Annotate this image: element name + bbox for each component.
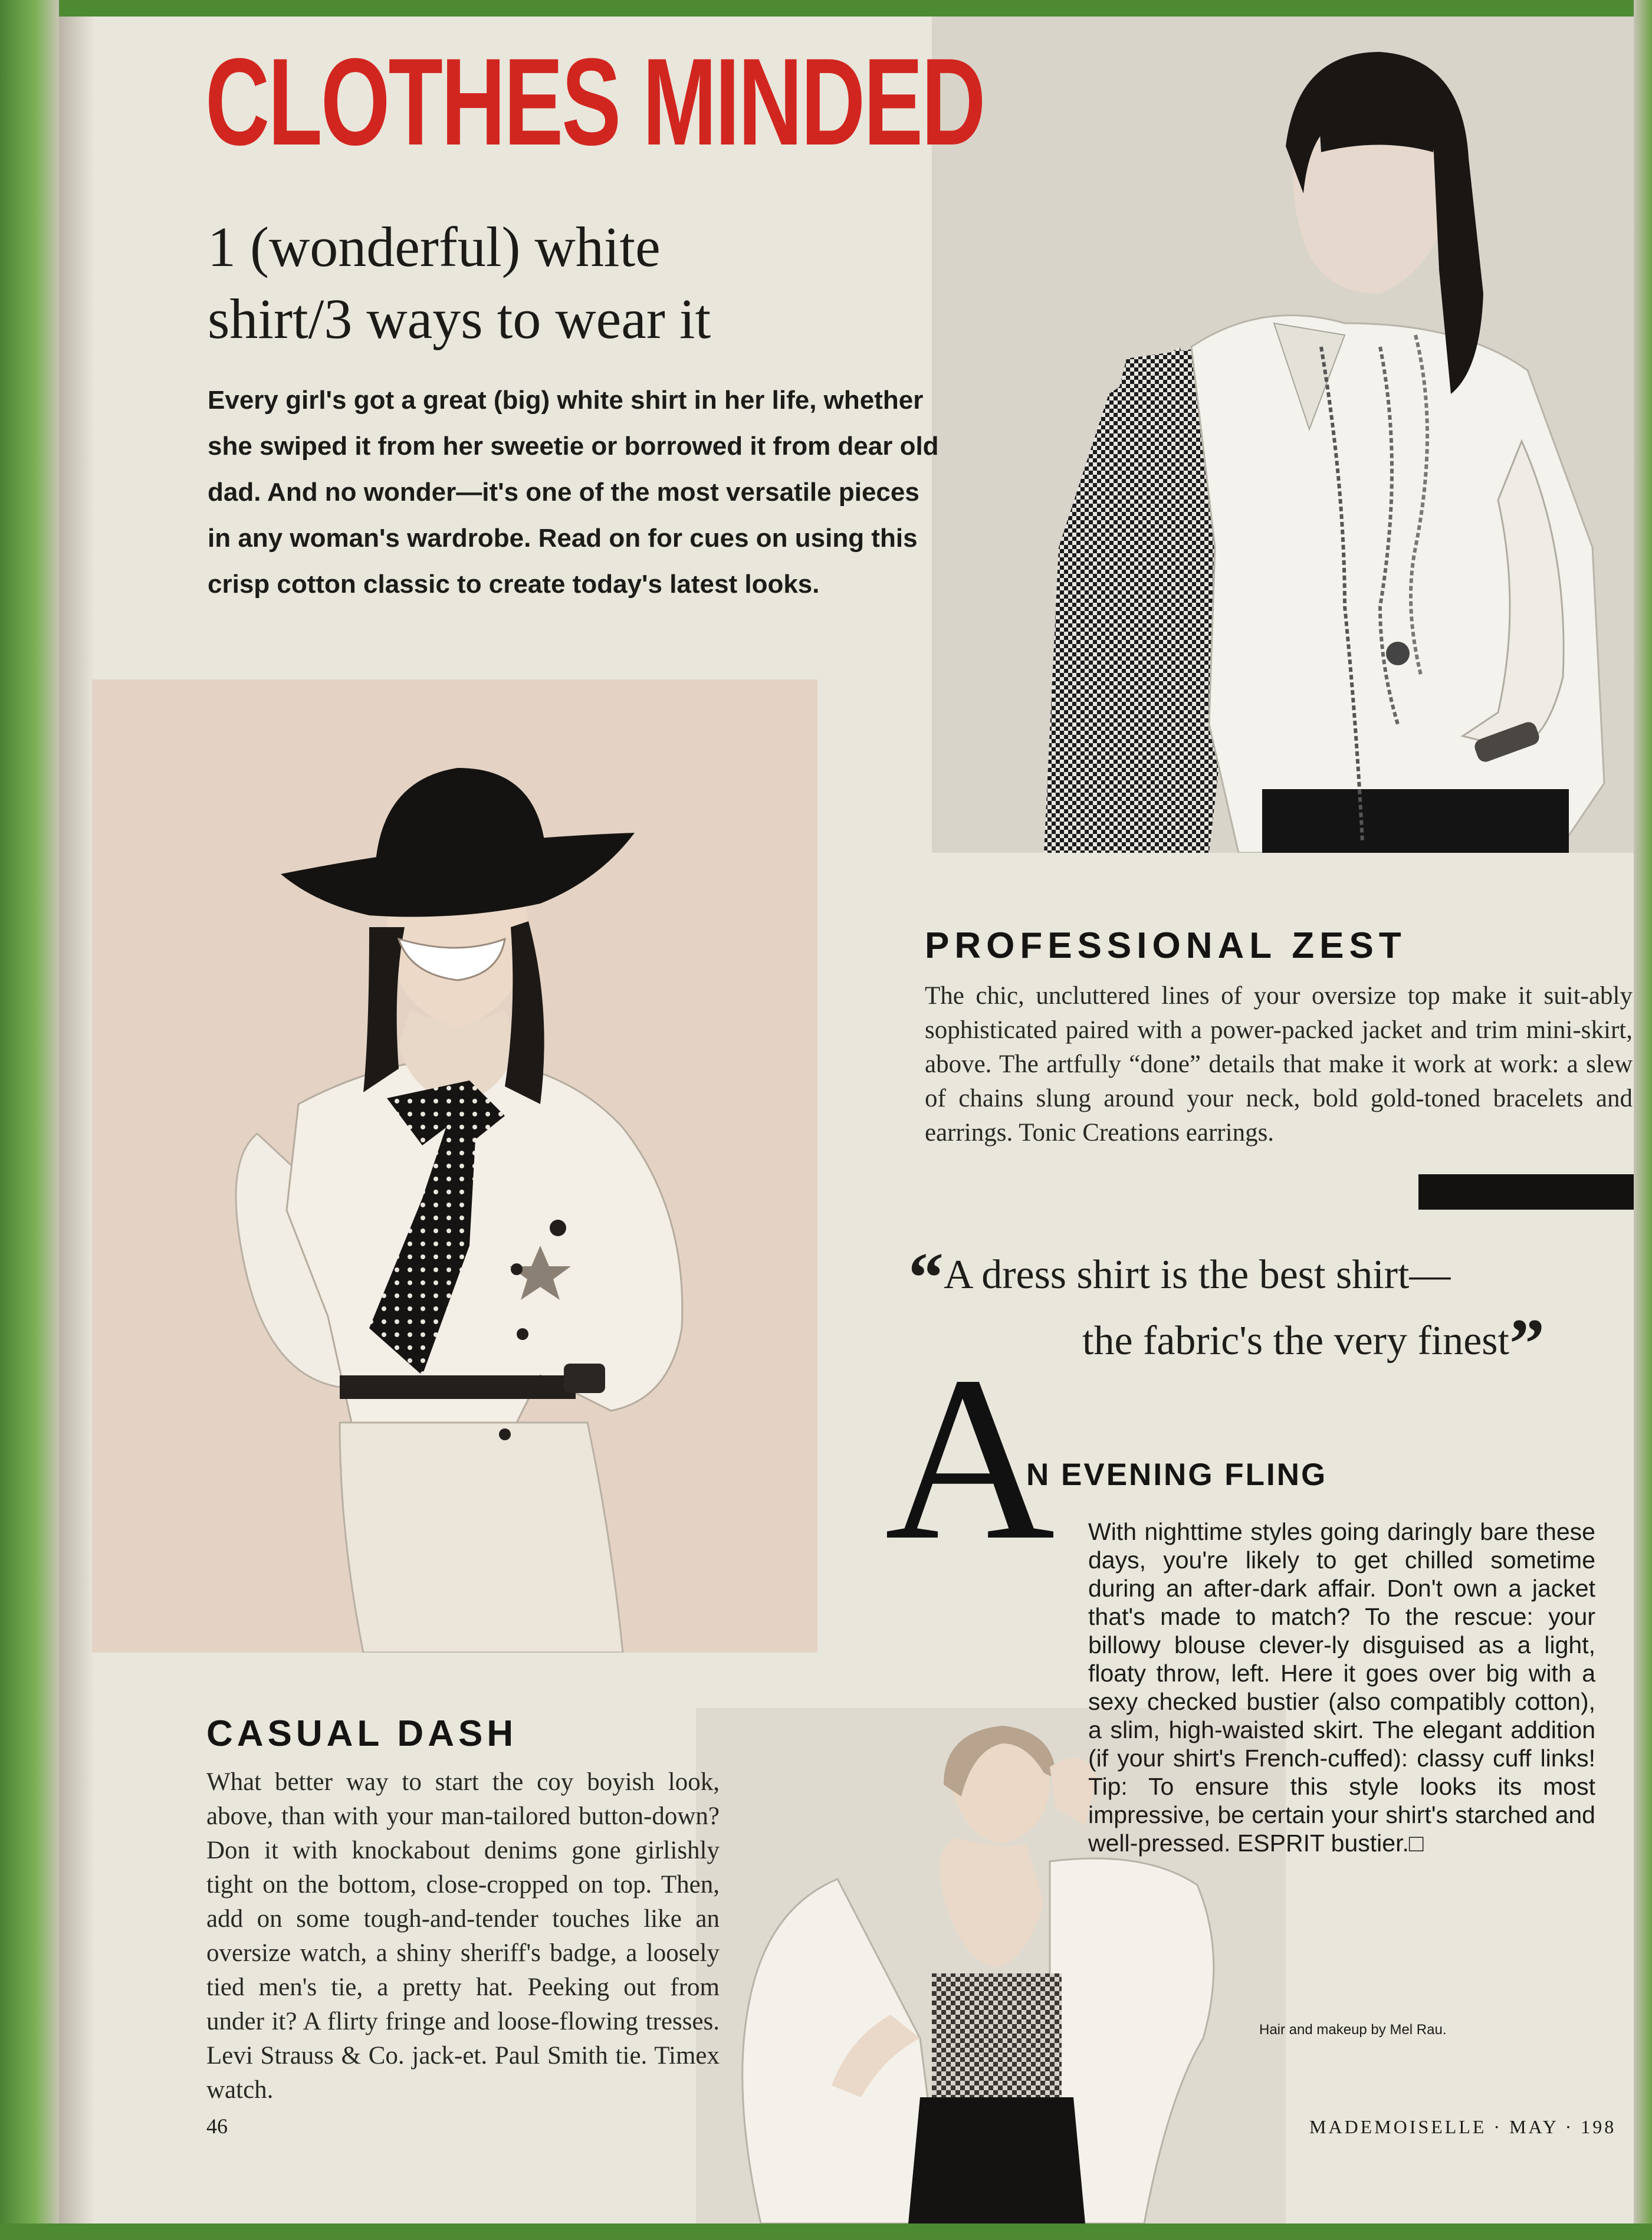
black-rule-bar [1418,1174,1634,1210]
subtitle-line-1: 1 (wonderful) white [208,215,661,278]
hair-makeup-credit: Hair and makeup by Mel Rau. [1259,2022,1447,2038]
casual-body: What better way to start the coy boyish look, above, than with your man-tailored button-down? Don it with knockabout denims gone girlishly tight on the bottom, close-cropped on top. Then, add on some tough-and-tender touches like an oversize watch, a shiny sheriff's badge, a loosely tied men's tie, a pretty hat. Peeking out from under it? A flirty fringe and loose-flowing tresses. Levi Strauss & Co. jack-et. Paul Smith tie. Timex watch. [206,1768,720,2104]
page-title: CLOTHES MINDED [205,32,984,171]
evening-body [1088,1518,1595,1857]
next-page-edge [1634,0,1652,2240]
book-cover-bottom-edge [0,2223,1652,2240]
open-quote-mark: “ [908,1238,944,1316]
professional-heading: PROFESSIONAL ZEST [925,925,1407,966]
magazine-folio: MADEMOISELLE · MAY · 198 [1309,2116,1617,2137]
photo-professional-illustration [932,17,1634,853]
magazine-page [59,17,1634,2223]
pull-quote-line-1 [908,1238,1634,1316]
spine-shadow [59,17,94,2223]
photo-professional-look [932,17,1634,853]
casual-heading: CASUAL DASH [206,1713,518,1754]
book-cover-top-edge [0,0,1652,17]
intro-paragraph: Every girl's got a great (big) white shirt in her life, whether she swiped it from her sweetie or borrowed it from dear old dad. And no wonder—it's one of the most versatile pieces in any woman's wardrobe. Read on for cues on using this crisp cotton classic to create today's latest looks. [208,386,939,599]
book-cover-left-edge [0,0,59,2240]
evening-body-text: With nighttime styles going daringly bare these days, you're likely to get chilled sometime during an after-dark affair. Don't own a jacket that's made to match? To the rescue: your billowy blouse clever-ly disguised as a light, floaty throw, left. Here it goes over big with a sexy checked bustier (also compatibly cotton), a slim, high-waisted skirt. The elegant addition (if your shirt's French-cuffed): classy cuff links! Tip: To ensure this style looks its most impressive, be certain your shirt's starched and well-pressed. ESPRIT bustier. [1088,1518,1595,1857]
end-mark: □ [1408,1830,1424,1857]
subtitle [208,211,915,355]
page-number: 46 [206,2114,228,2138]
subtitle-line-2: shirt/3 ways to wear it [208,287,711,350]
close-quote-mark: ” [1509,1304,1545,1382]
professional-body: The chic, uncluttered lines of your oversize top make it suit-ably sophisticated paired with a power-packed jacket and trim mini-skirt, above. The artfully “done” details that make it work at work: a slew of chains slung around your neck, bold gold-toned bracelets and earrings. Tonic Creations earrings. [925,982,1633,1147]
pull-quote-text-2: the fabric's the very finest [1082,1318,1509,1364]
drop-cap: A [885,1328,1055,1589]
pull-quote-text-1: A dress shirt is the best shirt— [944,1252,1451,1298]
photo-casual-illustration [92,679,817,1653]
photo-casual-look [92,679,817,1653]
evening-heading: N EVENING FLING [1026,1457,1328,1492]
